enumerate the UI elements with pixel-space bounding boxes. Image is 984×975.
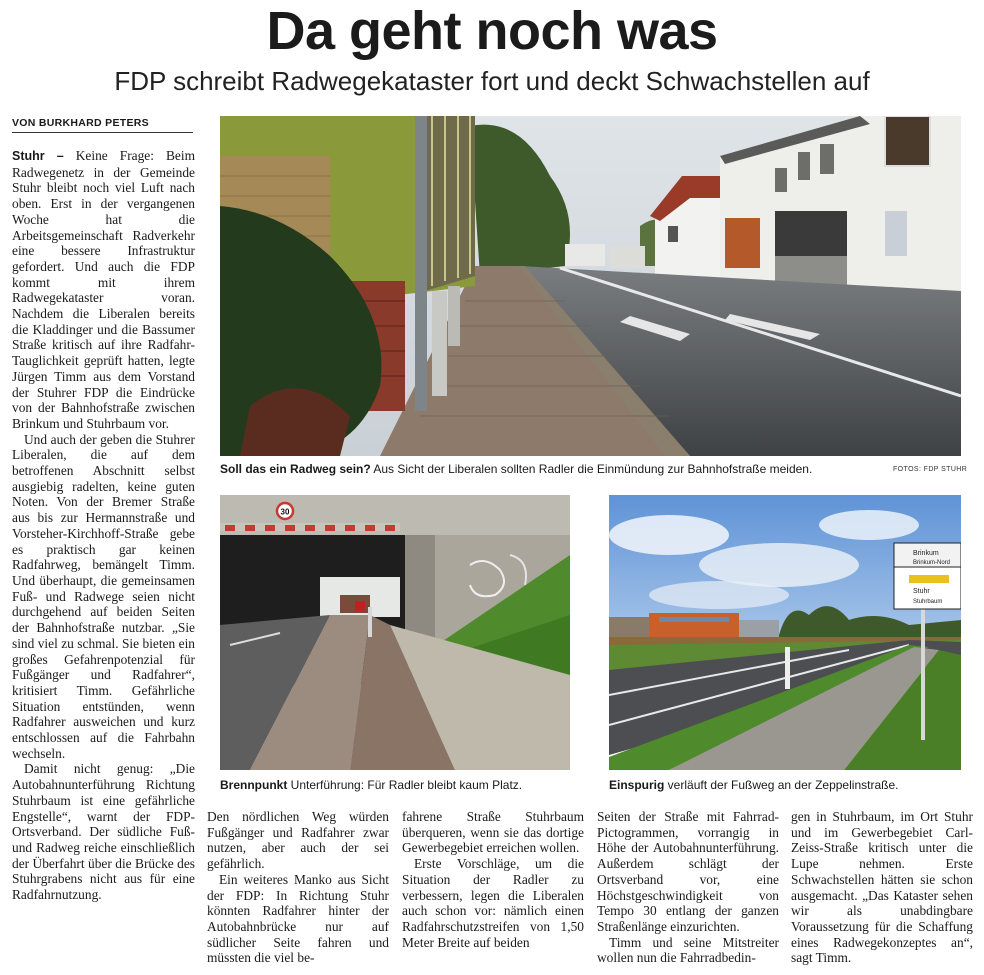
article-headline: Da geht noch was [266, 1, 718, 61]
photo-caption-main [220, 461, 812, 477]
article-subheadline: FDP schreibt Radwegekataster fort und deckt Schwachstellen auf [114, 66, 870, 96]
text-column-4 [597, 809, 779, 966]
photo-credit: FOTOS: FDP STUHR [893, 466, 968, 473]
photo-bahnhofstrasse [220, 116, 961, 456]
photo-caption-underpass [220, 777, 522, 793]
sign-line-4: Stuhrbaum [913, 599, 943, 605]
paragraph: Timm und seine Mitstreiter wollen nun die Fahrradbedin- [597, 934, 779, 966]
article-byline: VON BURKHARD PETERS [12, 117, 193, 133]
caption-lead: Brennpunkt [220, 778, 288, 792]
text-column-5 [791, 809, 973, 966]
caption-lead: Einspurig [609, 778, 665, 792]
caption-text: Unterführung: Für Radler bleibt kaum Platz. [287, 778, 523, 792]
paragraph: gen in Stuhrbaum, im Ort Stuhr und im Gewerbegebiet Carl-Zeiss-Straße kritisch unter die Lupe nehmen. Erste Schwachstellen hätten sie schon ausgemacht. „Das Kataster sehen wir als unabdingbare Voraussetzung für die Schaffung eines Radwegekonzeptes an“, sagt Timm. [791, 809, 973, 966]
photo-zeppelinstrasse [609, 495, 961, 770]
sign-line-2: Brinkum-Nord [913, 560, 951, 566]
caption-lead: Soll das ein Radweg sein? [220, 462, 371, 476]
paragraph: Erste Vorschläge, um die Situation der Radler zu verbessern, legen die Liberalen auch schon vor: nämlich einen Radfahrschutzstreifen von 1,50 Meter Breite auf beiden [402, 856, 584, 950]
paragraph-text: Keine Frage: Beim Radwegenetz in der Gemeinde Stuhr bleibt noch viel Luft nach oben. Erst in der vergangenen Woche hat die Arbeitsgemeinschaft Radverkehr eine bessere Infrastruktur gefordert. Und auch die FDP kommt mit ihrem Radwegekataster voran. Nachdem die Liberalen bereits die Kladdinger und die Bassumer Straße kritisch auf ihre Radfahr-Tauglichkeit geprüft hatten, legte Jürgen Timm aus dem Vorstand der Stuhrer FDP die Eindrücke von der Bahnhofstraße zwischen Brinkum und Stuhrbaum vor. [12, 148, 195, 431]
dateline: Stuhr – [12, 149, 64, 163]
photo-underpass [220, 495, 570, 770]
paragraph: Ein weiteres Manko aus Sicht der FDP: In Richtung Stuhr könnten Radfahrer hinter der Autobahnbrücke nur auf südlicher Seite fahren und müssten die viel be- [207, 871, 389, 966]
sign-line-3: Stuhr [913, 588, 930, 595]
text-column-3 [402, 809, 584, 950]
caption-text: Aus Sicht der Liberalen sollten Radler die Einmündung zur Bahnhofstraße meiden. [370, 462, 813, 476]
text-column-1 [12, 148, 195, 903]
paragraph: Damit nicht genug: „Die Autobahnunterführung Richtung Stuhrbaum ist eine gefährliche Engstelle“, warnt der FDP-Ortsverband. Der südliche Fuß- und Radweg reiche einschließlich der Überfahrt über die Brücke des Stuhrgrabens nicht aus für eine Radfahrnutzung. [12, 761, 195, 903]
paragraph: Den nördlichen Weg würden Fußgänger und Radfahrer zwar nutzen, aber auch der sei gefährlich. [207, 809, 389, 872]
paragraph [12, 148, 195, 432]
paragraph: Und auch der geben die Stuhrer Liberalen, die auf dem betroffenen Abschnitt selbst ausgiebig radelten, keine guten Noten. Von der Bremer Straße aus bis zur Hermannstraße und Vorsteher-Kirchhoff-Straße gebe es praktisch gar keinen Radfahrweg, bemängelt Timm. Und überhaupt, die gemeinsamen Fuß- und Radwege seien nicht durchgehend auf beiden Seiten der Bahnhofstraße nutzbar. „Sie sind viel zu schmal. Sie bieten ein großes Gefahrenpotenzial für Fußgänger und Radfahrer“, kritisiert Timm. Gefährliche Situation entstünden, wenn Radfahrer ausweichen und kurz entschlossen auf die Fahrbahn wechseln. [12, 431, 195, 761]
speed-sign-text: 30 [280, 507, 290, 517]
paragraph: Seiten der Straße mit Fahrrad-Pictogrammen, vorrangig in Höhe der Autobahnunterführung. Außerdem schlägt der Ortsverband vor, eine Höchstgeschwindigkeit von Tempo 30 entlang der ganzen Straßenlänge einzurichten. [597, 809, 779, 934]
paragraph: fahrene Straße Stuhrbaum überqueren, wenn sie das dortige Gewerbegebiet erreichen wollen. [402, 809, 584, 856]
text-column-2 [207, 809, 389, 966]
sign-line-1: Brinkum [913, 550, 939, 557]
caption-text: verläuft der Fußweg an der Zeppelinstraße. [664, 778, 899, 792]
photo-caption-zeppelin [609, 777, 898, 793]
